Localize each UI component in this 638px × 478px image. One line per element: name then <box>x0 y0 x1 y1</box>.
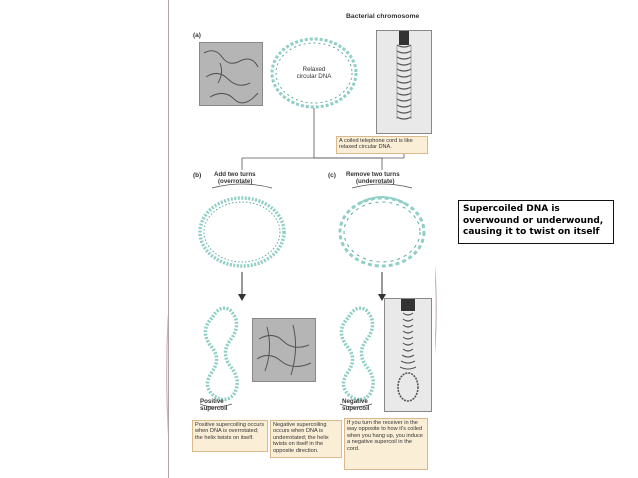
panel-c-heading-line-2: (underrotate) <box>356 178 395 185</box>
note-positive-supercoiling: Positive supercoiling occurs when DNA is overrotated; the helix twists on itself. <box>192 420 268 452</box>
micrograph-relaxed <box>199 42 263 106</box>
panel-b-heading-line-2: (overrotate) <box>218 178 253 185</box>
note-cord-negative-supercoil: If you turn the receiver in the way opposite to how it's coiled when you hang up, you induce a negative supercoil in the cord. <box>344 418 428 470</box>
note-cord-relaxed: A coiled telephone cord is like relaxed circular DNA. <box>336 136 428 154</box>
panel-a-letter: (a) <box>193 32 201 39</box>
panel-b-heading-line-1: Add two turns <box>214 171 256 178</box>
positive-supercoil-label-line-2: supercoil <box>200 405 228 412</box>
note-negative-supercoiling: Negative supercoiling occurs when DNA is underrotated; the helix twists on itself in the opposite direction. <box>270 420 342 458</box>
panel-c-heading-line-1: Remove two turns <box>346 171 400 178</box>
photo-negatively-supercoiled-cord <box>384 298 432 412</box>
relaxed-dna-label-line-2: circular DNA <box>296 73 332 80</box>
positive-supercoil-label-line-1: Positive <box>200 398 224 405</box>
slide-caption: Supercoiled DNA is overwound or underwound, causing it to twist on itself <box>458 200 614 244</box>
panel-b-letter: (b) <box>193 172 202 179</box>
relaxed-dna-label-line-1: Relaxed <box>302 66 326 73</box>
photo-coiled-telephone-cord <box>376 30 432 134</box>
micrograph-supercoiled <box>252 318 316 382</box>
negative-supercoil-label-line-1: Negative <box>342 398 368 405</box>
panel-c-letter: (c) <box>328 172 336 179</box>
figure-title: Bacterial chromosome <box>346 13 420 20</box>
negative-supercoil-label-line-2: supercoil <box>342 405 370 412</box>
